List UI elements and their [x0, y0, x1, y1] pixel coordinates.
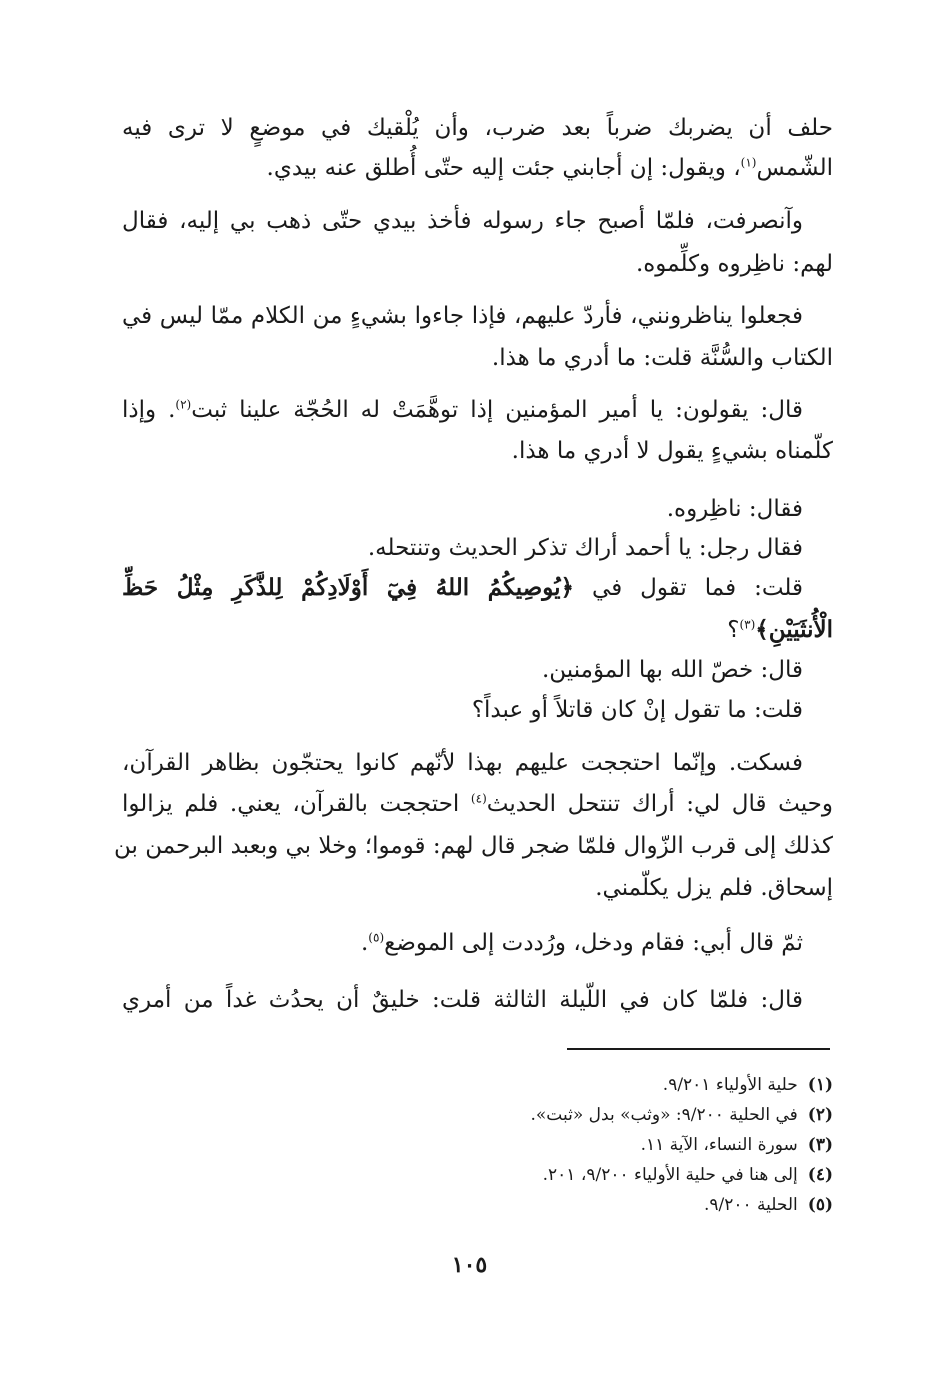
text-span: . وإذا: [122, 397, 176, 423]
footnote-number: (١): [807, 1075, 833, 1095]
footnote-ref-3: (٣): [739, 617, 756, 632]
paragraph-3-line-1: فجعلوا يناظرونني، فأردّ عليهم، فإذا جاءوا بشيءٍ من الكلام ممّا ليس في: [122, 303, 803, 329]
paragraph-10-line-1: فسكت. وإنّما احتججت عليهم بهذا لأنّهم كانوا يحتجّون بظاهر القرآن،: [122, 750, 803, 776]
paragraph-10-line-3: كذلك إلى قرب الزّوال فلمّا ضجر قال لهم: قوموا؛ وخلا بي وبعبد البرحمن بن: [114, 833, 833, 859]
footnote-number: (٣): [807, 1135, 833, 1155]
text-span: ثمّ قال أبي: فقام ودخل، ورُددت إلى الموضع: [384, 930, 803, 956]
footnote-3: [641, 1131, 833, 1159]
footnote-text: إلى هنا في حلية الأولياء ٩/٢٠٠، ٢٠١.: [542, 1165, 798, 1185]
paragraph-2-line-1: وآنصرفت، فلمّا أصبح جاء رسوله فأخذ بيدي حتّى ذهب بي إليه، فقال: [122, 208, 803, 234]
paragraph-4-line-2: كلّمناه بشيءٍ يقول لا أدري ما هذا.: [511, 438, 833, 464]
paragraph-11: [361, 925, 803, 961]
paragraph-10-line-2: [122, 786, 833, 822]
footnote-number: (٥): [807, 1195, 833, 1215]
text-span: ؟: [727, 617, 740, 643]
text-span: ، ويقول: إن أجابني جئت إليه حتّى أُطلق عنه بيدي.: [266, 155, 741, 181]
footnote-ref-4: (٤): [470, 791, 487, 806]
text-span: وحيث قال لي: أراك تنتحل الحديث: [486, 791, 833, 817]
text-span: احتججت بالقرآن، يعني. فلم يزالوا: [122, 791, 471, 817]
footnote-separator: [567, 1048, 830, 1050]
paragraph-2-line-2: لهم: ناظِروه وكلِّموه.: [635, 251, 833, 277]
text-span: قال: يقولون: يا أمير المؤمنين إذا توهَّمَتْ له الحُجّة علينا ثبت: [191, 397, 803, 423]
quran-verse: ﴿يُوصِيكُمُ اللهُ فِيٓ أَوْلَادِكُمْ لِلذَّكَرِ مِثْلُ حَظِّ: [122, 574, 575, 601]
footnote-text: الحلية ٩/٢٠٠.: [703, 1195, 798, 1215]
footnote-ref-2: (٢): [175, 397, 192, 412]
dialogue-line-5: قلت: ما تقول إنْ كان قاتلاً أو عبداً؟: [471, 697, 803, 723]
paragraph-4-line-1: [122, 392, 803, 428]
paragraph-1-line-2: [267, 150, 833, 186]
quran-verse-end: الْأُنثَيَيْنِ﴾: [755, 616, 833, 643]
paragraph-10-line-4: إسحاق. فلم يزل يكلّمني.: [595, 875, 833, 901]
page-number: ١٠٥: [451, 1252, 488, 1278]
footnote-number: (٢): [807, 1105, 833, 1125]
paragraph-1-line-1: حلف أن يضربك ضرباً بعد ضرب، وأن يُلْقيك في موضعٍ لا ترى فيه: [122, 115, 833, 141]
footnote-number: (٤): [807, 1165, 833, 1185]
footnote-1: [663, 1071, 833, 1099]
dialogue-line-1: فقال: ناظِروه.: [666, 496, 803, 522]
footnote-text: حلية الأولياء ٩/٢٠١.: [662, 1075, 798, 1095]
footnote-ref-5: (٥): [368, 930, 385, 945]
paragraph-12: قال: فلمّا كان في اللّيلة الثالثة قلت: خليقٌ أن يحدُث غداً من أمري: [122, 987, 803, 1013]
dialogue-line-3-cont: [727, 612, 833, 648]
dialogue-line-2: فقال رجل: يا أحمد أراك تذكر الحديث وتنتحله.: [367, 535, 803, 561]
footnote-5: [704, 1191, 833, 1219]
footnote-2: [531, 1101, 834, 1129]
footnote-text: سورة النساء، الآية ١١.: [640, 1135, 798, 1155]
text-span: الشّمس: [756, 155, 833, 181]
paragraph-3-line-2: الكتاب والسُّنَّة قلت: ما أدري ما هذا.: [491, 345, 833, 371]
footnote-text: في الحلية ٩/٢٠٠: «وثب» بدل «ثبت».: [530, 1105, 798, 1125]
dialogue-line-3: [122, 570, 803, 606]
text-span: .: [360, 930, 369, 956]
text-span: قلت: فما تقول في: [574, 575, 804, 601]
footnote-4: [543, 1161, 833, 1189]
footnote-ref-1: (١): [740, 155, 757, 170]
dialogue-line-4: قال: خصّ الله بها المؤمنين.: [541, 657, 803, 683]
